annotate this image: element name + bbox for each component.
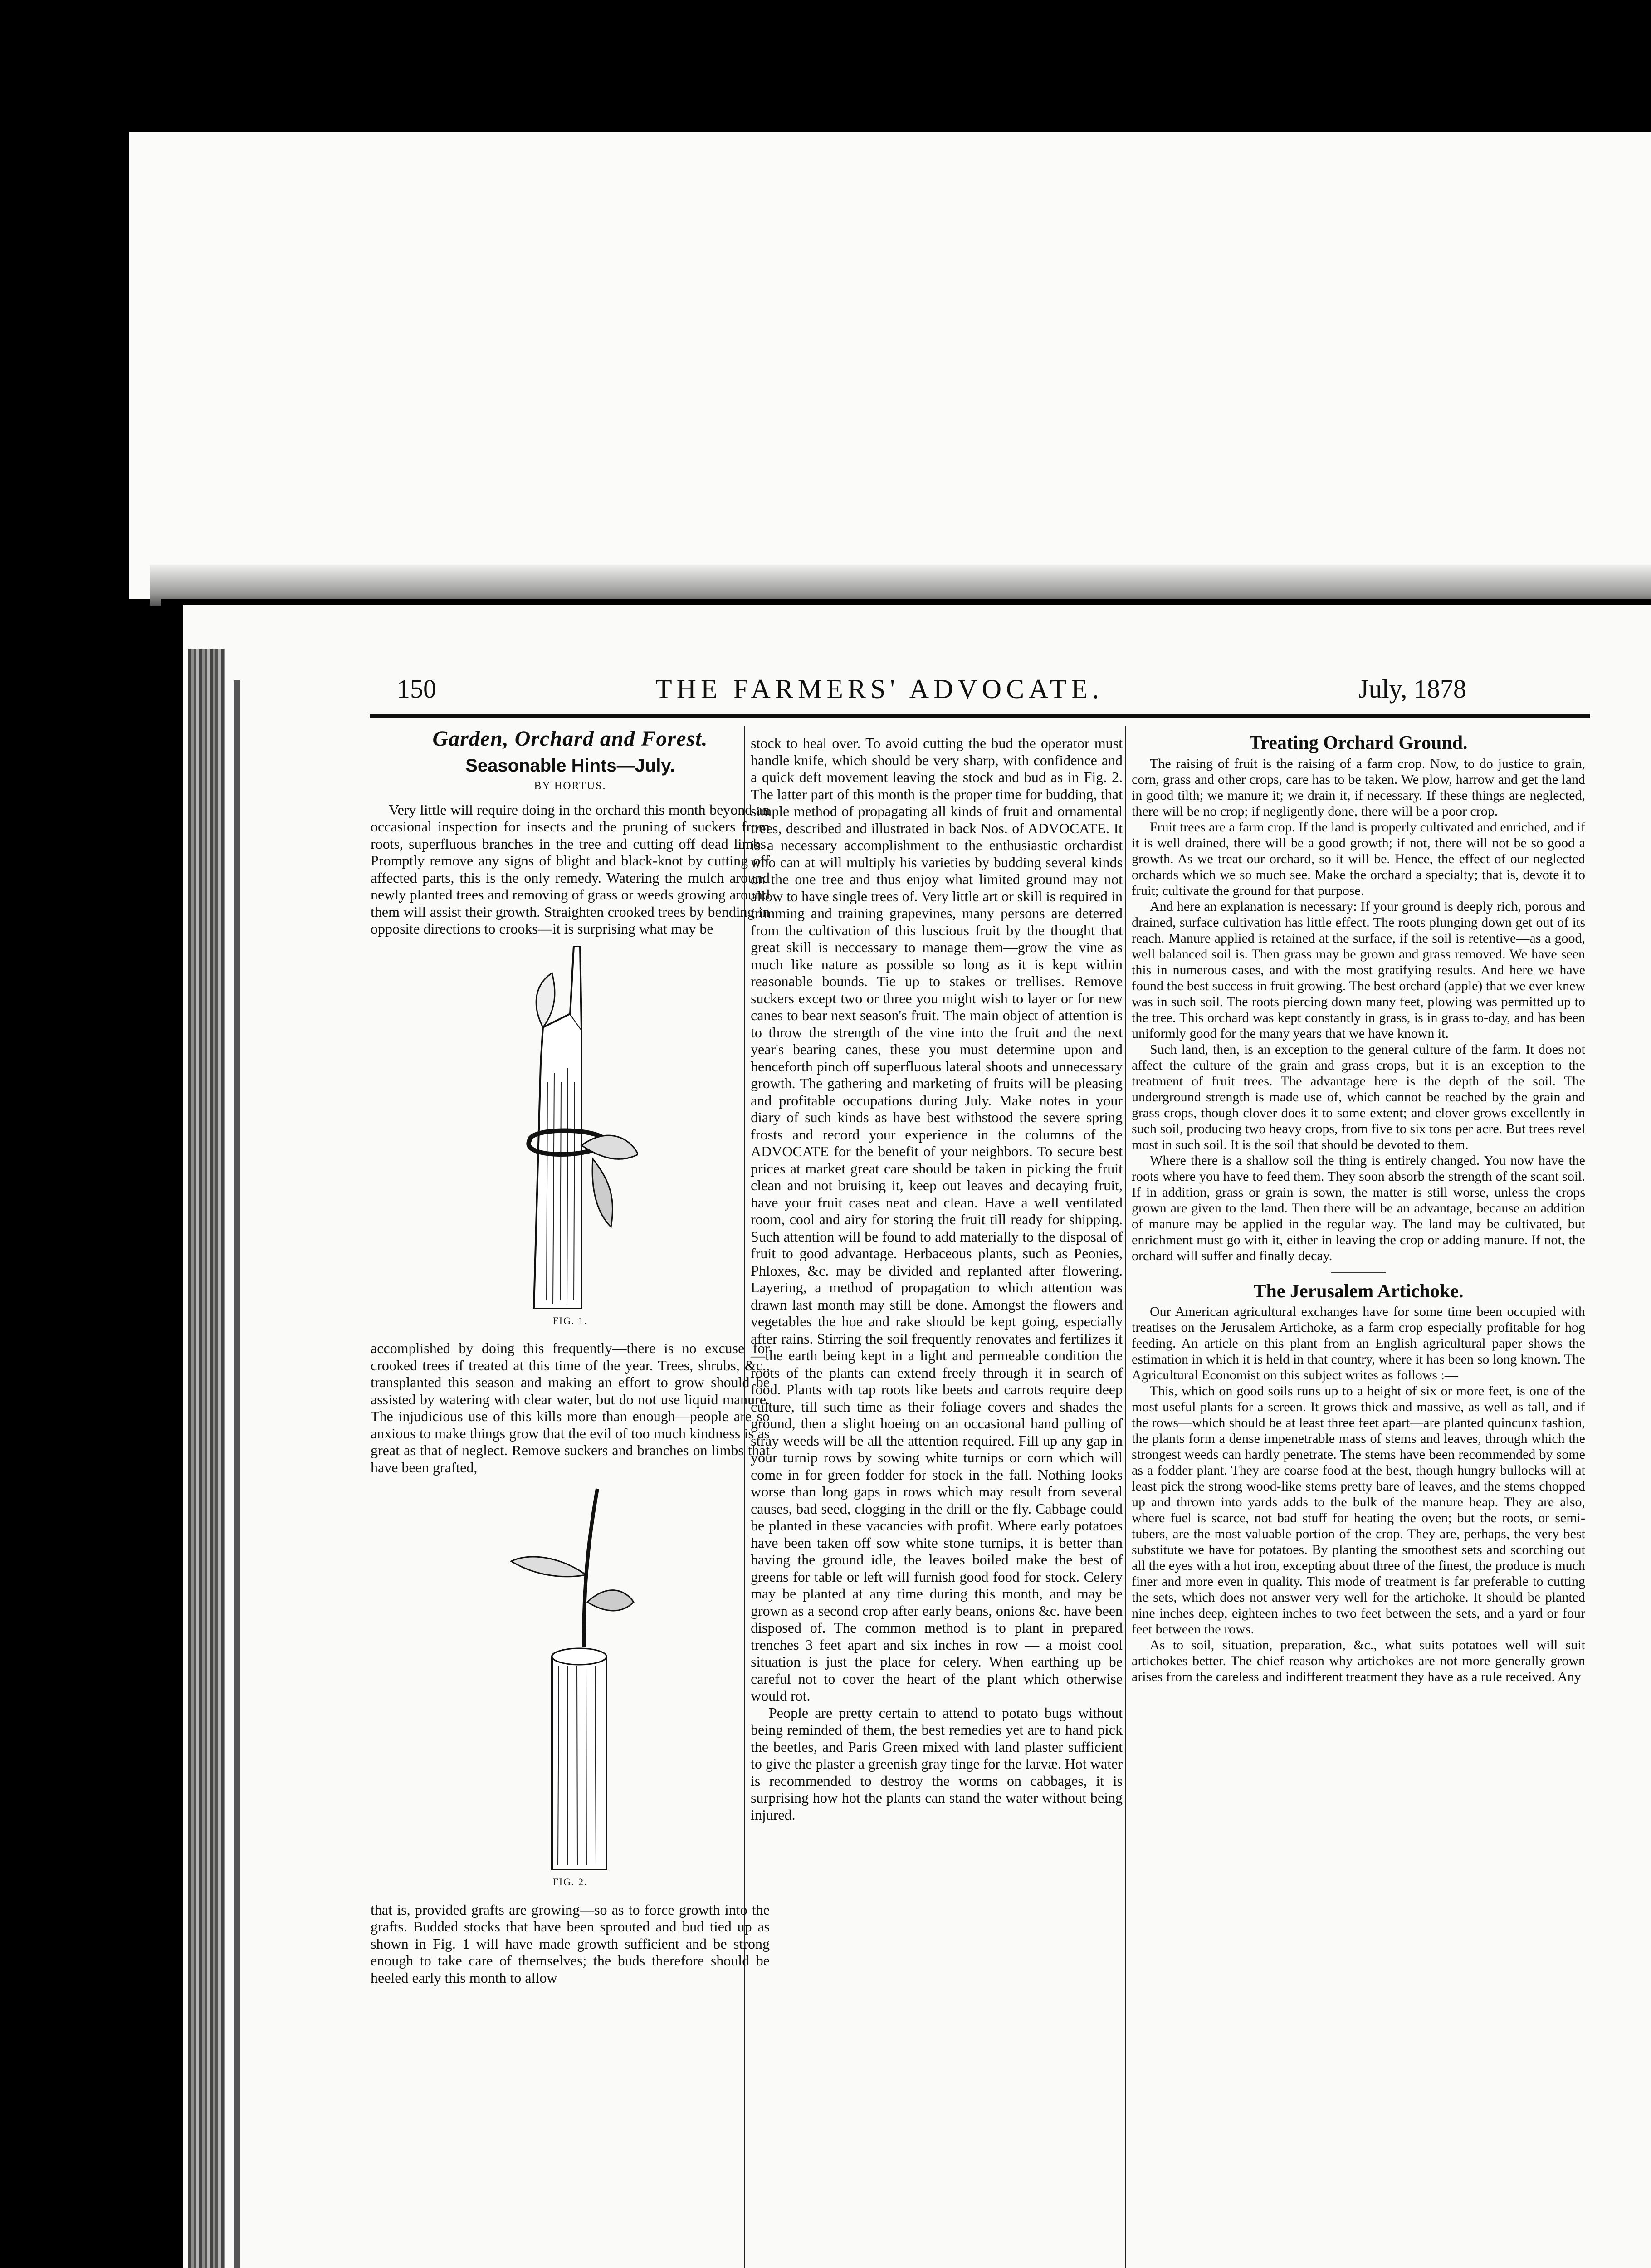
article-paragraph: accomplished by doing this frequently—there is no excuse for crooked trees if treated at this time of the year. Trees, shrubs, &c., transplanted this season and making an effort to grow should be assisted by watering with clear water, but do not use liquid manure. The injudicious use of this kills more than enough—people are so anxious to make things grow that the evil of too much kindness is as great as that of neglect. Remove suckers and branches on limbs that have been grafted, <box>371 1340 770 1476</box>
budding-illustration-fig1 <box>502 946 638 1309</box>
article-paragraph: The raising of fruit is the raising of a farm crop. Now, to do justice to grain, corn, grass and other crops, care has to be taken. We plow, harrow and get the land in good tilth; we manure it; we drain it, if necessary. If these things are neglected, there will be no crop; if negligently done, there will be a poor crop. <box>1132 756 1585 819</box>
article-paragraph: People are pretty certain to attend to potato bugs without being reminded of them, the best remedies yet are to hand pick the beetles, and Paris Green mixed with land plaster sufficient to give the plaster a greenish gray tinge for the larvæ. Hot water is recommended to destroy the worms on cabbages, it is surprising how hot the plants can stand the water without being injured. <box>751 1704 1123 1823</box>
column-rule-2 <box>1125 726 1126 2268</box>
figure-caption: FIG. 2. <box>552 1876 588 1887</box>
column-2 <box>751 735 1123 1823</box>
article-paragraph: Fruit trees are a farm crop. If the land is properly cultivated and enriched, and if it is well drained, there will be a good growth; if not, there will not be so good a growth. As we treat our orchard, so it will be. Hence, the effect of our neglected orchards which we so much see. Make the orchard a specialty; that is, devote it to fruit; cultivate the ground for that purpose. <box>1132 819 1585 898</box>
article-title-seasonable-hints: Seasonable Hints—July. <box>465 755 675 776</box>
column-3 <box>1132 735 1585 1685</box>
page-frame-left <box>161 599 183 2268</box>
newspaper-page <box>161 599 1651 2268</box>
article-paragraph: Very little will require doing in the orchard this month beyond an occasional inspection for insects and the pruning of suckers from roots, superfluous branches in the tree and cutting off dead limbs. Promptly remove any signs of blight and black-knot by cutting off affected parts, this is the only remedy. Watering the mulch around newly planted trees and removing of grass or weeds growing around them will assist their growth. Straighten crooked trees by bending in opposite directions to crooks—it is surprising what may be <box>371 801 770 937</box>
page-number: 150 <box>397 674 436 704</box>
header-rule <box>370 714 1590 718</box>
figure-caption: FIG. 1. <box>552 1315 588 1326</box>
binding-line <box>234 680 240 2268</box>
budding-illustration-fig2 <box>484 1484 656 1870</box>
article-divider <box>1331 1272 1386 1273</box>
article-paragraph: Such land, then, is an exception to the general culture of the farm. It does not affect the culture of the grain and grass crops, but it is an exception to the treatment of fruit trees. The advantage here is the depth of the soil. The underground strength is made use of, which cannot be reached by the grain and grass crops, though clover does it to some extent; and clover grows excellently in such soil, producing two heavy crops, from five to six tons per acre. But trees revel most in such soil. It is the soil that should be devoted to them. <box>1132 1041 1585 1152</box>
page-frame-top <box>161 599 1651 605</box>
column-1 <box>371 726 770 1986</box>
article-paragraph: Our American agricultural exchanges have for some time been occupied with treatises on the Jerusalem Artichoke, as a farm crop especially profitable for hog feeding. An article on this plant from an English agricultural paper shows the estimation in which it is held in that country, where it has been so long known. The Agricultural Economist on this subject writes as follows :— <box>1132 1304 1585 1383</box>
article-paragraph: And here an explanation is necessary: If your ground is deeply rich, porous and drained, surface cultivation has little effect. The roots plunging down get out of its reach. Manure applied is retained at the surface, if the soil is retentive—as a good, well balanced soil is. Then grass may be grown and grass removed. We have seen this in numerous cases, and with the most gratifying results. And here we have found the best success in fruit growing. The best orchard (apple) that we ever knew was in such soil. The roots piercing down many feet, plowing was permitted up to the tree. This orchard was kept constantly in grass, is in grass to-day, and has been uniformly good for the many years that we have known it. <box>1132 899 1585 1041</box>
binding-spine <box>188 649 225 2268</box>
masthead-title: THE FARMERS' ADVOCATE. <box>655 674 1104 704</box>
section-title: Garden, Orchard and Forest. <box>432 727 708 751</box>
article-byline: BY HORTUS. <box>534 780 606 792</box>
issue-date: July, 1878 <box>1358 674 1466 704</box>
article-title-jerusalem-artichoke: The Jerusalem Artichoke. <box>1253 1281 1464 1302</box>
article-title-treating-orchard-ground: Treating Orchard Ground. <box>1249 733 1468 753</box>
article-paragraph: that is, provided grafts are growing—so as to force growth into the grafts. Budded stocks that have been sprouted and bud tied up as shown in Fig. 1 will have made growth sufficient and be strong enough to take care of themselves; the buds therefore should be heeled early this month to allow <box>371 1901 770 1986</box>
facing-page <box>129 132 1651 599</box>
article-paragraph: As to soil, situation, preparation, &c., what suits potatoes well will suit artichokes better. The chief reason why artichokes are not more generally grown arises from the careless and indifferent treatment they have as a rule received. Any <box>1132 1637 1585 1684</box>
article-paragraph: This, which on good soils runs up to a height of six or more feet, is one of the most useful plants for a screen. It grows thick and massive, as well as tall, and if the rows—which should be at least three feet apart—are planted quincunx fashion, the plants form a dense impenetrable mass of stems and leaves, through which the strongest weeds can hardly penetrate. The stems have been recommended by some as a fodder plant. They are coarse food at the best, though hungry bullocks will at least pick the strong wood-like stems pretty bare of leaves, and the stems chopped up and thrown into yards adds to the bulk of the manure heap. They are also, where fuel is scarce, not bad stuff for heating the oven; but the roots, or semi-tubers, are the most valuable portion of the crop. They are, perhaps, the very best substitute we have for potatoes. By planting the smoothest sets and scorching out all the eyes with a hot iron, excepting about three of the finest, the produce is much finer and more even in quality. This mode of treatment is far preferable to cutting the sets, which does not answer very well for the artichoke. It should be planted nine inches deep, eighteen inches to two feet between the sets, and a yard or four feet between the rows. <box>1132 1383 1585 1637</box>
article-paragraph: stock to heal over. To avoid cutting the bud the operator must handle knife, which should be very sharp, with confidence and a quick deft movement leaving the stock and bud as in Fig. 2. The latter part of this month is the proper time for budding, that simple method of propagating all kinds of fruit and ornamental trees, described and illustrated in back Nos. of ADVOCATE. It is a necessary accomplishment to the enthusiastic orchardist who can at will multiply his varieties by budding several kinds on the one tree and thus enjoy what limited ground may not allow to have single trees of. Very little art or skill is required in trimming and training grapevines, many persons are deterred from the cultivation of this luscious fruit by the thought that great skill is neccessary to manage them—grow the vine as much like nature as possible so long as it is kept within reasonable bounds. Tie up to stakes or trellises. Remove suckers except two or three you might wish to layer or for new canes to bear next season's fruit. The main object of attention is to throw the strength of the vine into the fruit and the next year's bearing canes, these you must determine upon and henceforth pinch off superfluous lateral shoots and unnecessary growth. The gathering and marketing of fruits will be pleasing and profitable occupations during July. Make notes in your diary of such kinds as have best withstood the severe spring frosts and record your experience in the columns of the ADVOCATE for the benefit of your neighbors. To secure best prices at market great care should be taken in picking the fruit clean and not bruising it, keep out leaves and decaying fruit, have your fruit cases neat and clean. Have a well ventilated room, cool and airy for storing the fruit till ready for shipping. Such attention will be found to add materially to the disposal of fruit to good advantage. Herbaceous plants, such as Peonies, Phloxes, &c. may be divided and replanted after flowering. Layering, a method of propagation to which attention was drawn last month may still be done. Amongst the flowers and vegetables the hoe and rake should be kept going, especially after rains. Stirring the soil frequently renovates and fertilizes it—the earth being kept in a light and permeable condition the roots of the plants can extend freely through it in search of food. Plants with tap roots like beets and carrots require deep culture, till such time as their foliage covers and shades the ground, then a slight hoeing on an occasional hand pulling of stray weeds will be all the attention required. Fill up any gap in your turnip rows by sowing white turnips or corn which will come in for green fodder for stock in the fall. Nothing looks worse than long gaps in rows which may result from several causes, bad seed, clogging in the drill or the fly. Cabbage could be planted in these vacancies with profit. Where early potatoes have been taken off sow white stone turnips, it is better than having the ground idle, the leaves boiled make the best of greens for table or left will furnish good food for stock. Celery may be planted at any time during this month, and may be grown as a second crop after early beans, onions &c. have been disposed of. The common method is to plant in prepared trenches 3 feet apart and six inches in row — a moist cool situation is just the place for celery. When earthing up be careful not to cover the heart of the plant which otherwise would rot. <box>751 735 1123 1704</box>
article-paragraph: Where there is a shallow soil the thing is entirely changed. You now have the roots where you have to feed them. They soon absorb the strength of the scant soil. If in addition, grass or grain is sown, the matter is still worse, unless the crops grown are given to the land. Then there will be an advantage, because an addition of manure may be applied in the regular way. The land may be cultivated, but enrichment must go with it, either in leaving the crop or adding manure. If not, the orchard will suffer and finally decay. <box>1132 1153 1585 1263</box>
